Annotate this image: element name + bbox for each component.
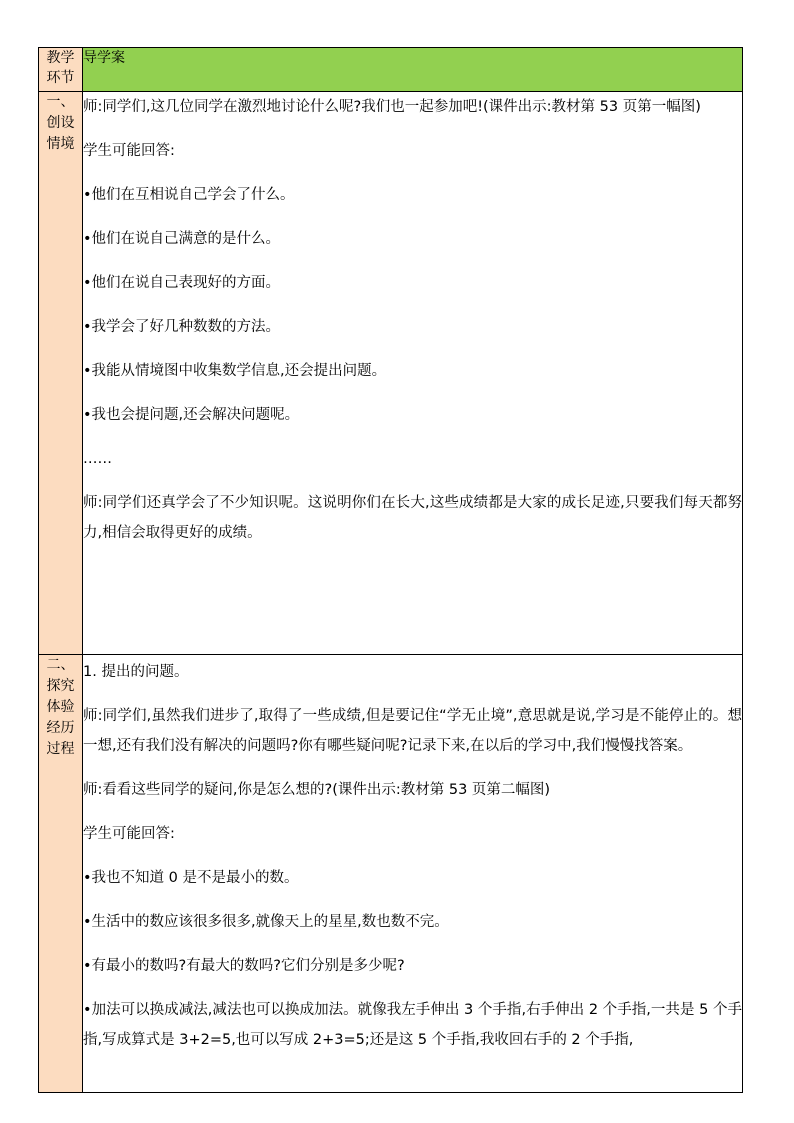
section-1-paragraph: •他们在说自己满意的是什么。	[83, 231, 281, 247]
section-row-1	[39, 92, 743, 655]
guide-header-title: 导学案	[83, 50, 125, 66]
stage-header-cell	[39, 48, 83, 92]
section-1-content	[83, 92, 743, 655]
section-2-content	[83, 655, 743, 1093]
section-2-paragraph: 学生可能回答:	[83, 826, 175, 842]
section-2-paragraph: •生活中的数应该很多很多,就像天上的星星,数也数不完。	[83, 914, 449, 930]
section-1-paragraph: •我能从情境图中收集数学信息,还会提出问题。	[83, 363, 387, 379]
section-1-paragraph: •我学会了好几种数数的方法。	[83, 319, 281, 335]
section-1-paragraph: ……	[83, 451, 112, 467]
guide-header-cell	[83, 48, 743, 92]
section-1-paragraph: •他们在说自己表现好的方面。	[83, 275, 281, 291]
section-2-paragraph: 1. 提出的问题。	[83, 664, 189, 680]
section-2-label-line: 探究	[46, 678, 75, 694]
section-2-paragraph: •我也不知道 0 是不是最小的数。	[83, 870, 299, 886]
stage-header-line1: 教学	[46, 50, 75, 66]
section-1-label-line: 情境	[46, 136, 75, 152]
section-2-label-line: 过程	[46, 741, 75, 757]
stage-header-line2: 环节	[46, 70, 75, 86]
section-1-paragraph: •他们在互相说自己学会了什么。	[83, 187, 295, 203]
section-1-paragraph: •我也会提问题,还会解决问题呢。	[83, 407, 300, 423]
section-1-label	[39, 92, 83, 655]
section-1-paragraph: 师:同学们,这几位同学在激烈地讨论什么呢?我们也一起参加吧!(课件出示:教材第 53 页第一幅图)	[83, 99, 701, 115]
section-1-label-line: 创设	[46, 115, 75, 131]
section-2-label-line: 二、	[46, 657, 75, 673]
header-row	[39, 48, 743, 92]
section-2-paragraph: 师:同学们,虽然我们进步了,取得了一些成绩,但是要记住“学无止境”,意思就是说,学习是不能停止的。想一想,还有我们没有解决的问题吗?你有哪些疑问呢?记录下来,在以后的学习中,我们慢慢找答案。	[83, 708, 742, 754]
section-1-paragraph: 学生可能回答:	[83, 143, 175, 159]
section-2-paragraph: •加法可以换成减法,减法也可以换成加法。就像我左手伸出 3 个手指,右手伸出 2 个手指,一共是 5 个手指,写成算式是 3+2=5,也可以写成 2+3=5;还是这 5 个手指,我收回右手的 2 个手指,	[83, 1002, 742, 1048]
section-2-label	[39, 655, 83, 1093]
section-row-2	[39, 655, 743, 1093]
section-2-paragraph: •有最小的数吗?有最大的数吗?它们分别是多少呢?	[83, 958, 405, 974]
section-2-paragraph: 师:看看这些同学的疑问,你是怎么想的?(课件出示:教材第 53 页第二幅图)	[83, 782, 551, 798]
section-1-paragraph: 师:同学们还真学会了不少知识呢。这说明你们在长大,这些成绩都是大家的成长足迹,只要我们每天都努力,相信会取得更好的成绩。	[83, 495, 742, 541]
section-2-label-line: 经历	[46, 720, 75, 736]
lesson-plan-table	[38, 47, 743, 1093]
section-1-label-line: 一、	[46, 94, 75, 110]
section-2-label-line: 体验	[46, 699, 75, 715]
